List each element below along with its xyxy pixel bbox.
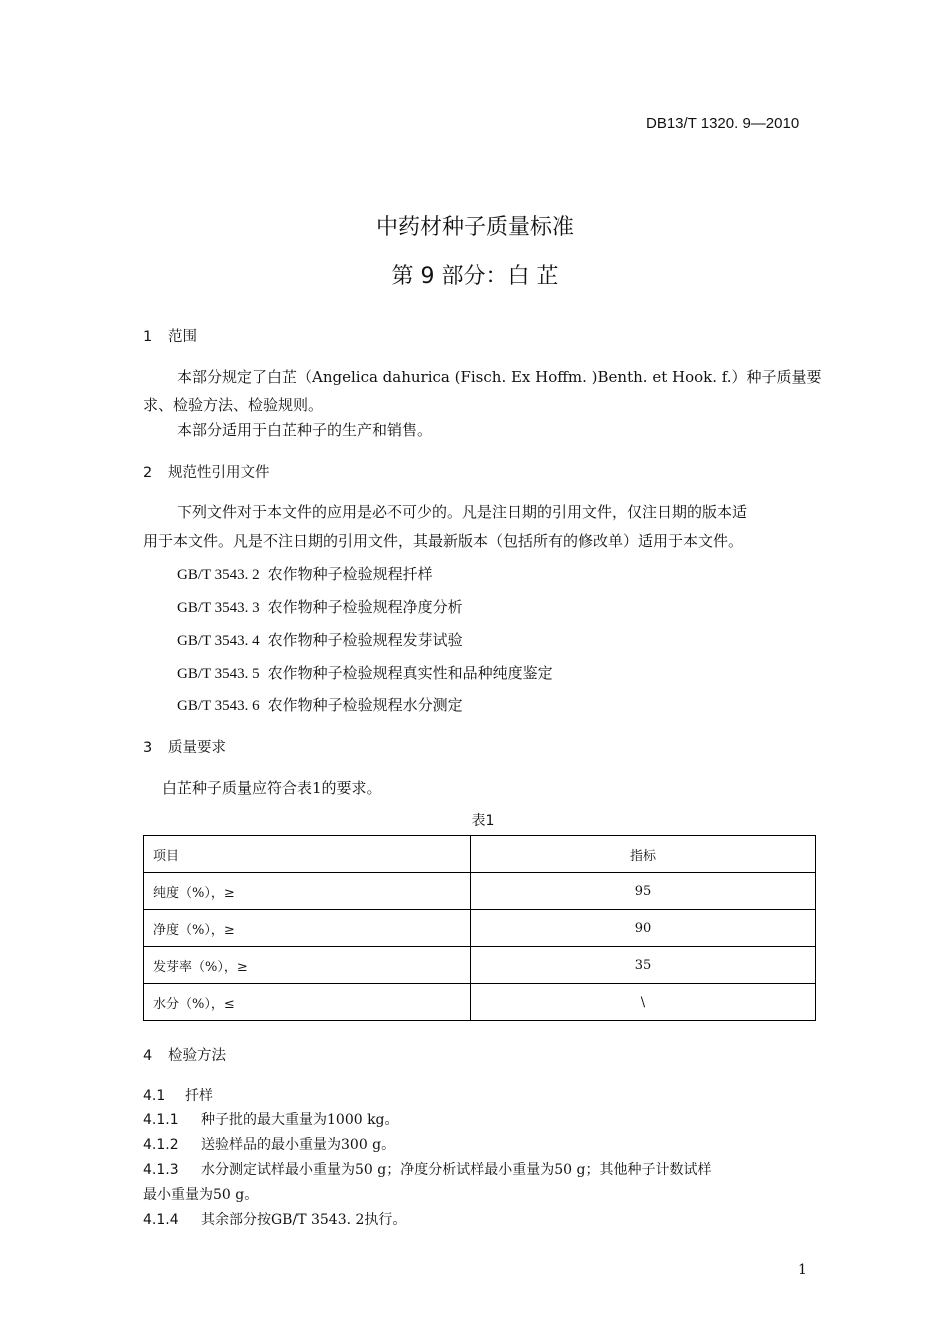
reference-item — [177, 563, 433, 584]
column-header-value: 指标 — [471, 836, 816, 873]
section-1-heading — [143, 325, 197, 346]
table-row — [144, 873, 816, 910]
reference-title: 农作物种子检验规程扦样 — [267, 565, 433, 583]
table-cell-value: 35 — [471, 947, 816, 984]
section-4-heading — [143, 1044, 226, 1065]
reference-item — [177, 596, 463, 617]
table-cell-item: 净度（%），≥ — [144, 910, 471, 947]
clause-item — [143, 1109, 399, 1129]
section-title: 范围 — [168, 329, 197, 345]
section-2-paragraph-line-1: 下列文件对于本文件的应用是必不可少的。凡是注日期的引用文件，仅注日期的版本适 — [177, 503, 748, 521]
section-number: 4 — [143, 1048, 153, 1064]
section-2-paragraph-line-2: 用于本文件。凡是不注日期的引用文件，其最新版本（包括所有的修改单）适用于本文件。 — [143, 532, 744, 550]
clause-number: 4.1.4 — [143, 1212, 179, 1228]
page-number: 1 — [798, 1262, 807, 1278]
section-number: 1 — [143, 329, 153, 345]
clause-text: 送验样品的最小重量为300 g。 — [201, 1137, 396, 1153]
section-number: 3 — [143, 740, 153, 756]
subsection-number: 4.1 — [143, 1088, 166, 1104]
reference-item — [177, 629, 463, 650]
quality-requirements-table — [143, 835, 816, 1021]
document-code: DB13/T 1320. 9—2010 — [646, 115, 800, 132]
table-caption: 表1 — [471, 813, 495, 829]
clause-text: 水分测定试样最小重量为50 g；净度分析试样最小重量为50 g；其他种子计数试样 — [201, 1162, 712, 1178]
clause-item — [143, 1134, 395, 1154]
clause-number: 4.1.1 — [143, 1112, 179, 1128]
section-title: 检验方法 — [168, 1048, 226, 1064]
document-subtitle: 第 9 部分：白 芷 — [391, 264, 559, 289]
clause-continuation: 最小重量为50 g。 — [143, 1187, 259, 1203]
column-header-item: 项目 — [144, 836, 471, 873]
reference-code: GB/T 3543. 6 — [177, 698, 260, 714]
table-row — [144, 984, 816, 1021]
clause-text: 种子批的最大重量为1000 kg。 — [201, 1112, 399, 1128]
reference-code: GB/T 3543. 5 — [177, 666, 260, 682]
clause-item — [143, 1209, 406, 1229]
reference-title: 农作物种子检验规程水分测定 — [267, 696, 463, 714]
section-title: 质量要求 — [168, 740, 226, 756]
subsection-title: 扦样 — [185, 1088, 213, 1104]
table-cell-value: 95 — [471, 873, 816, 910]
section-1-paragraph-1-line-1: 本部分规定了白芷（Angelica dahurica (Fisch. Ex Hoffm. )Benth. et Hook. f.）种子质量要 — [177, 368, 822, 386]
reference-title: 农作物种子检验规程净度分析 — [267, 598, 463, 616]
reference-item — [177, 662, 553, 683]
section-3-heading — [143, 736, 226, 757]
section-1-paragraph-2: 本部分适用于白芷种子的生产和销售。 — [177, 421, 433, 439]
subsection-4-1-heading — [143, 1085, 213, 1105]
section-title: 规范性引用文件 — [168, 465, 270, 481]
table-cell-item: 纯度（%），≥ — [144, 873, 471, 910]
table-cell-item: 水分（%），≤ — [144, 984, 471, 1021]
clause-item — [143, 1159, 711, 1179]
table-cell-item: 发芽率（%），≥ — [144, 947, 471, 984]
reference-code: GB/T 3543. 4 — [177, 633, 260, 649]
reference-title: 农作物种子检验规程真实性和品种纯度鉴定 — [267, 664, 553, 682]
table-row — [144, 947, 816, 984]
document-title: 中药材种子质量标准 — [375, 215, 574, 240]
clause-text: 其余部分按GB/T 3543. 2执行。 — [201, 1212, 407, 1228]
section-number: 2 — [143, 465, 153, 481]
reference-title: 农作物种子检验规程发芽试验 — [267, 631, 463, 649]
reference-code: GB/T 3543. 3 — [177, 600, 260, 616]
table-cell-value: 90 — [471, 910, 816, 947]
table-row — [144, 910, 816, 947]
reference-code: GB/T 3543. 2 — [177, 567, 260, 583]
table-header-row — [144, 836, 816, 873]
clause-number: 4.1.2 — [143, 1137, 179, 1153]
section-3-paragraph: 白芷种子质量应符合表1的要求。 — [162, 779, 382, 797]
table-cell-value: \ — [471, 984, 816, 1021]
section-1-paragraph-1-line-2: 求、检验方法、检验规则。 — [143, 396, 324, 414]
reference-item — [177, 694, 463, 715]
section-2-heading — [143, 461, 270, 482]
clause-number: 4.1.3 — [143, 1162, 179, 1178]
